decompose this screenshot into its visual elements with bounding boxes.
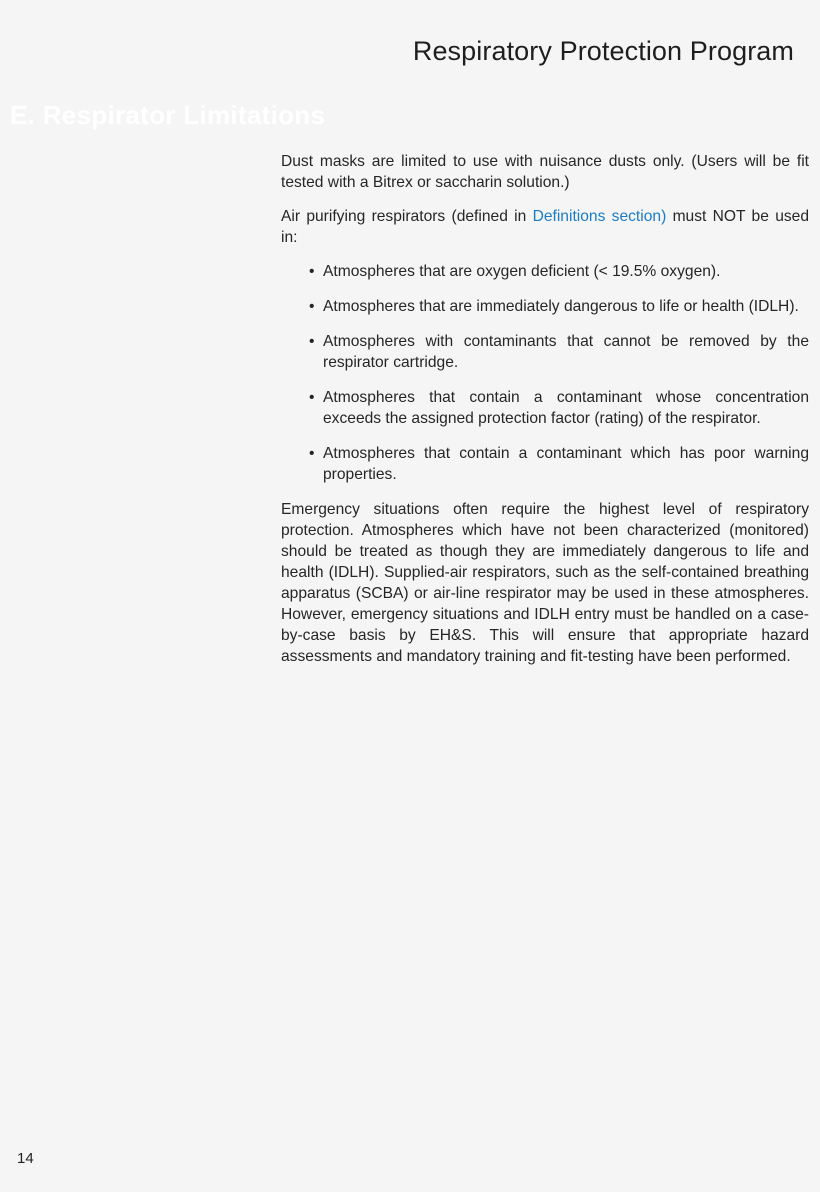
bullet-icon: • [309, 298, 315, 315]
list-item-text: Atmospheres that are oxygen deficient (< 19.5% oxygen). [323, 263, 721, 280]
bullet-icon: • [309, 263, 315, 280]
dust-mask-paragraph: Dust masks are limited to use with nuisance dusts only. (Users will be fit tested with a Bitrex or saccharin solution.) [281, 153, 809, 191]
air-purifying-intro-text: Air purifying respirators (defined in [281, 208, 533, 225]
limitations-list [281, 261, 809, 485]
document-title: Respiratory Protection Program [412, 36, 794, 66]
list-item-text: Atmospheres with contaminants that cannot be removed by the respirator cartridge. [323, 333, 809, 371]
list-item-text: Atmospheres that contain a contaminant which has poor warning properties. [323, 445, 809, 483]
list-item [309, 387, 809, 429]
list-item [309, 331, 809, 373]
section-heading: E. Respirator Limitations [10, 100, 326, 130]
bullet-icon: • [309, 445, 315, 462]
bullet-icon: • [309, 389, 315, 406]
list-item-text: Atmospheres that are immediately dangerous to life or health (IDLH). [323, 298, 799, 315]
list-item-text: Atmospheres that contain a contaminant whose concentration exceeds the assigned protection factor (rating) of the respirator. [323, 389, 809, 427]
bullet-icon: • [309, 333, 315, 350]
list-item [309, 443, 809, 485]
definitions-section-link[interactable]: Definitions section) [532, 208, 667, 225]
emergency-situations-paragraph: Emergency situations often require the highest level of respiratory protection. Atmospheres which have not been characterized (monitored) should be treated as though they are immediately dangerous to life and health (IDLH). Supplied-air respirators, such as the self-contained breathing apparatus (SCBA) or air-line respirator may be used in these atmospheres. However, emergency situations and IDLH entry must be handled on a case-by-case basis by EH&S. This will ensure that appropriate hazard assessments and mandatory training and fit-testing have been performed. [281, 501, 809, 665]
air-purifying-paragraph [281, 206, 809, 248]
list-item [309, 296, 809, 317]
list-item [309, 261, 809, 282]
main-content [281, 151, 809, 680]
air-purifying-outro-text: must NOT be used in: [281, 208, 810, 246]
page-number: 14 [17, 1150, 34, 1167]
